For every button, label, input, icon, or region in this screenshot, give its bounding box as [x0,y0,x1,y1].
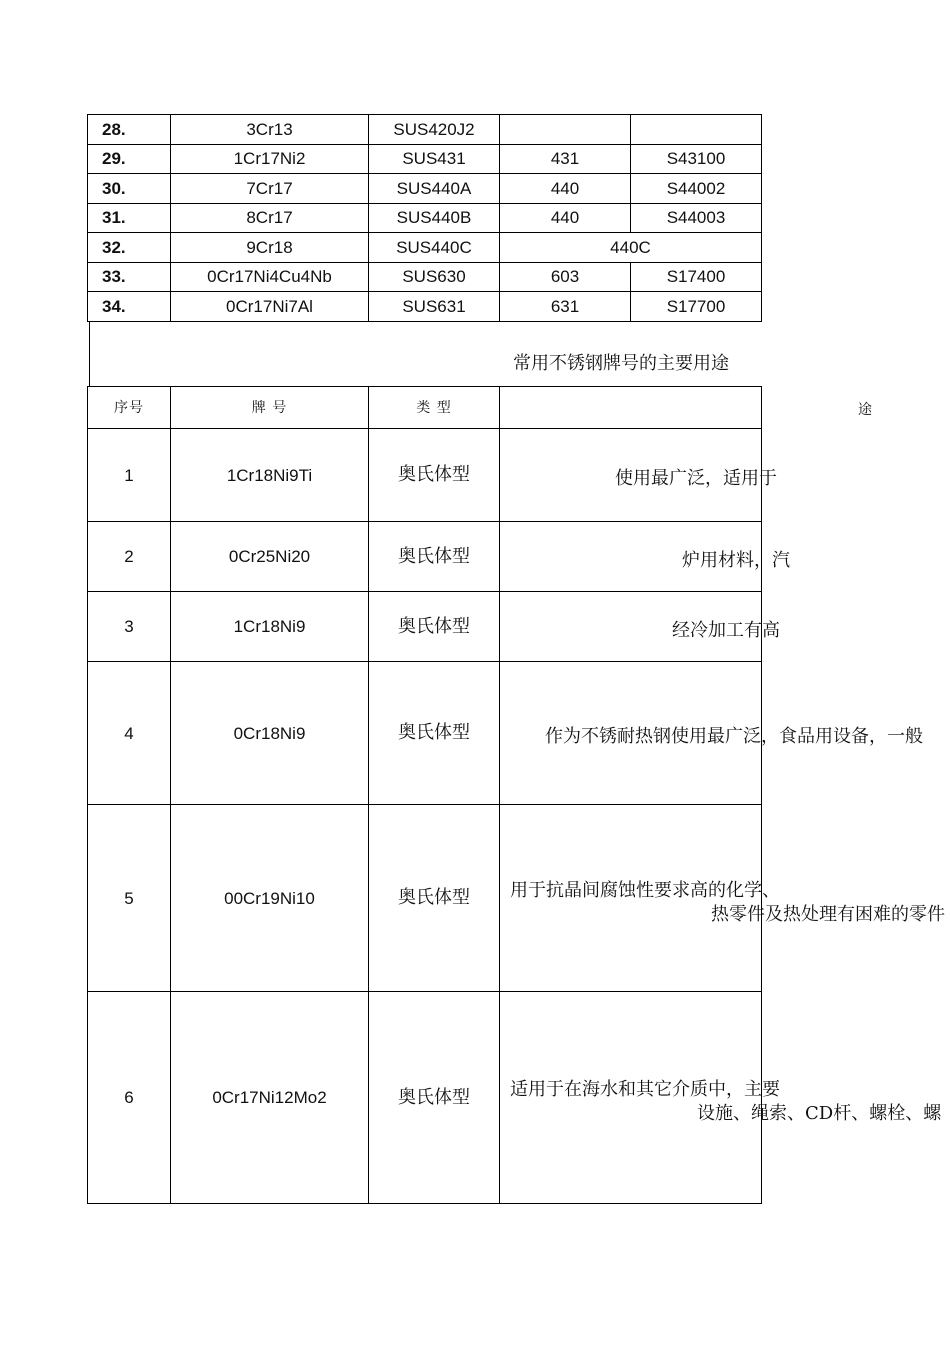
row-index: 5 [88,805,171,992]
uns-grade: S17700 [631,292,762,322]
aisi-grade: 440 [500,203,631,233]
jis-grade: SUS440C [369,233,500,263]
jis-grade: SUS440A [369,174,500,204]
uns-grade: S43100 [631,144,762,174]
usage-table-caption [89,322,762,386]
uns-grade: S44002 [631,174,762,204]
row-index: 3 [88,592,171,662]
jis-grade: SUS631 [369,292,500,322]
use-text: 用于抗晶间腐蚀性要求高的化学、 [510,880,780,901]
row-number: 34. [88,292,171,322]
row-index: 1 [88,429,171,522]
use-text: 炉用材料，汽 [682,550,790,571]
cn-grade: 9Cr18 [171,233,369,263]
header-use-cell [500,387,762,429]
aisi-grade: 631 [500,292,631,322]
row-type: 奥氏体型 [369,805,500,992]
row-grade: 0Cr18Ni9 [171,662,369,805]
row-number: 33. [88,262,171,292]
row-number: 31. [88,203,171,233]
caption-text: 常用不锈钢牌号的主要用途 [513,353,729,374]
use-text: 使用最广泛，适用于 [615,468,777,489]
aisi-grade: 603 [500,262,631,292]
table-row [88,522,762,592]
table-row [88,292,762,322]
header-grade: 牌 号 [171,387,369,429]
use-text: 适用于在海水和其它介质中，主要 [510,1079,780,1100]
cn-grade: 3Cr13 [171,115,369,145]
cn-grade: 7Cr17 [171,174,369,204]
uns-grade [631,115,762,145]
row-grade: 00Cr19Ni10 [171,805,369,992]
jis-grade: SUS440B [369,203,500,233]
row-index: 2 [88,522,171,592]
row-index: 4 [88,662,171,805]
header-row [88,387,762,429]
use-text: 经冷加工有高 [672,620,780,641]
aisi-grade [500,115,631,145]
row-type: 奥氏体型 [369,992,500,1204]
row-type: 奥氏体型 [369,662,500,805]
jis-grade: SUS630 [369,262,500,292]
aisi-uns-merged: 440C [500,233,762,263]
row-grade: 0Cr17Ni12Mo2 [171,992,369,1204]
row-number: 29. [88,144,171,174]
use-text: 作为不锈耐热钢使用最广泛，食品用设备，一般 [545,726,923,747]
uns-grade: S44003 [631,203,762,233]
row-number: 28. [88,115,171,145]
cn-grade: 0Cr17Ni7Al [171,292,369,322]
jis-grade: SUS431 [369,144,500,174]
table-row [88,233,762,263]
table-row [88,203,762,233]
row-index: 6 [88,992,171,1204]
cn-grade: 0Cr17Ni4Cu4Nb [171,262,369,292]
use-text: 热零件及热处理有困难的零件 [711,904,945,925]
row-type: 奥氏体型 [369,429,500,522]
table-row [88,592,762,662]
row-type: 奥氏体型 [369,592,500,662]
table-row [88,115,762,145]
jis-grade: SUS420J2 [369,115,500,145]
table-row [88,262,762,292]
row-grade: 1Cr18Ni9Ti [171,429,369,522]
aisi-grade: 431 [500,144,631,174]
table-row [88,174,762,204]
row-number: 32. [88,233,171,263]
header-type: 类 型 [369,387,500,429]
header-index: 序号 [88,387,171,429]
cn-grade: 8Cr17 [171,203,369,233]
row-grade: 0Cr25Ni20 [171,522,369,592]
row-type: 奥氏体型 [369,522,500,592]
header-use: 途 [858,402,872,418]
use-text: 设施、绳索、CD杆、螺栓、螺 [697,1103,942,1124]
table-row [88,144,762,174]
uns-grade: S17400 [631,262,762,292]
aisi-grade: 440 [500,174,631,204]
row-number: 30. [88,174,171,204]
cn-grade: 1Cr17Ni2 [171,144,369,174]
row-grade: 1Cr18Ni9 [171,592,369,662]
grade-table [87,114,762,322]
